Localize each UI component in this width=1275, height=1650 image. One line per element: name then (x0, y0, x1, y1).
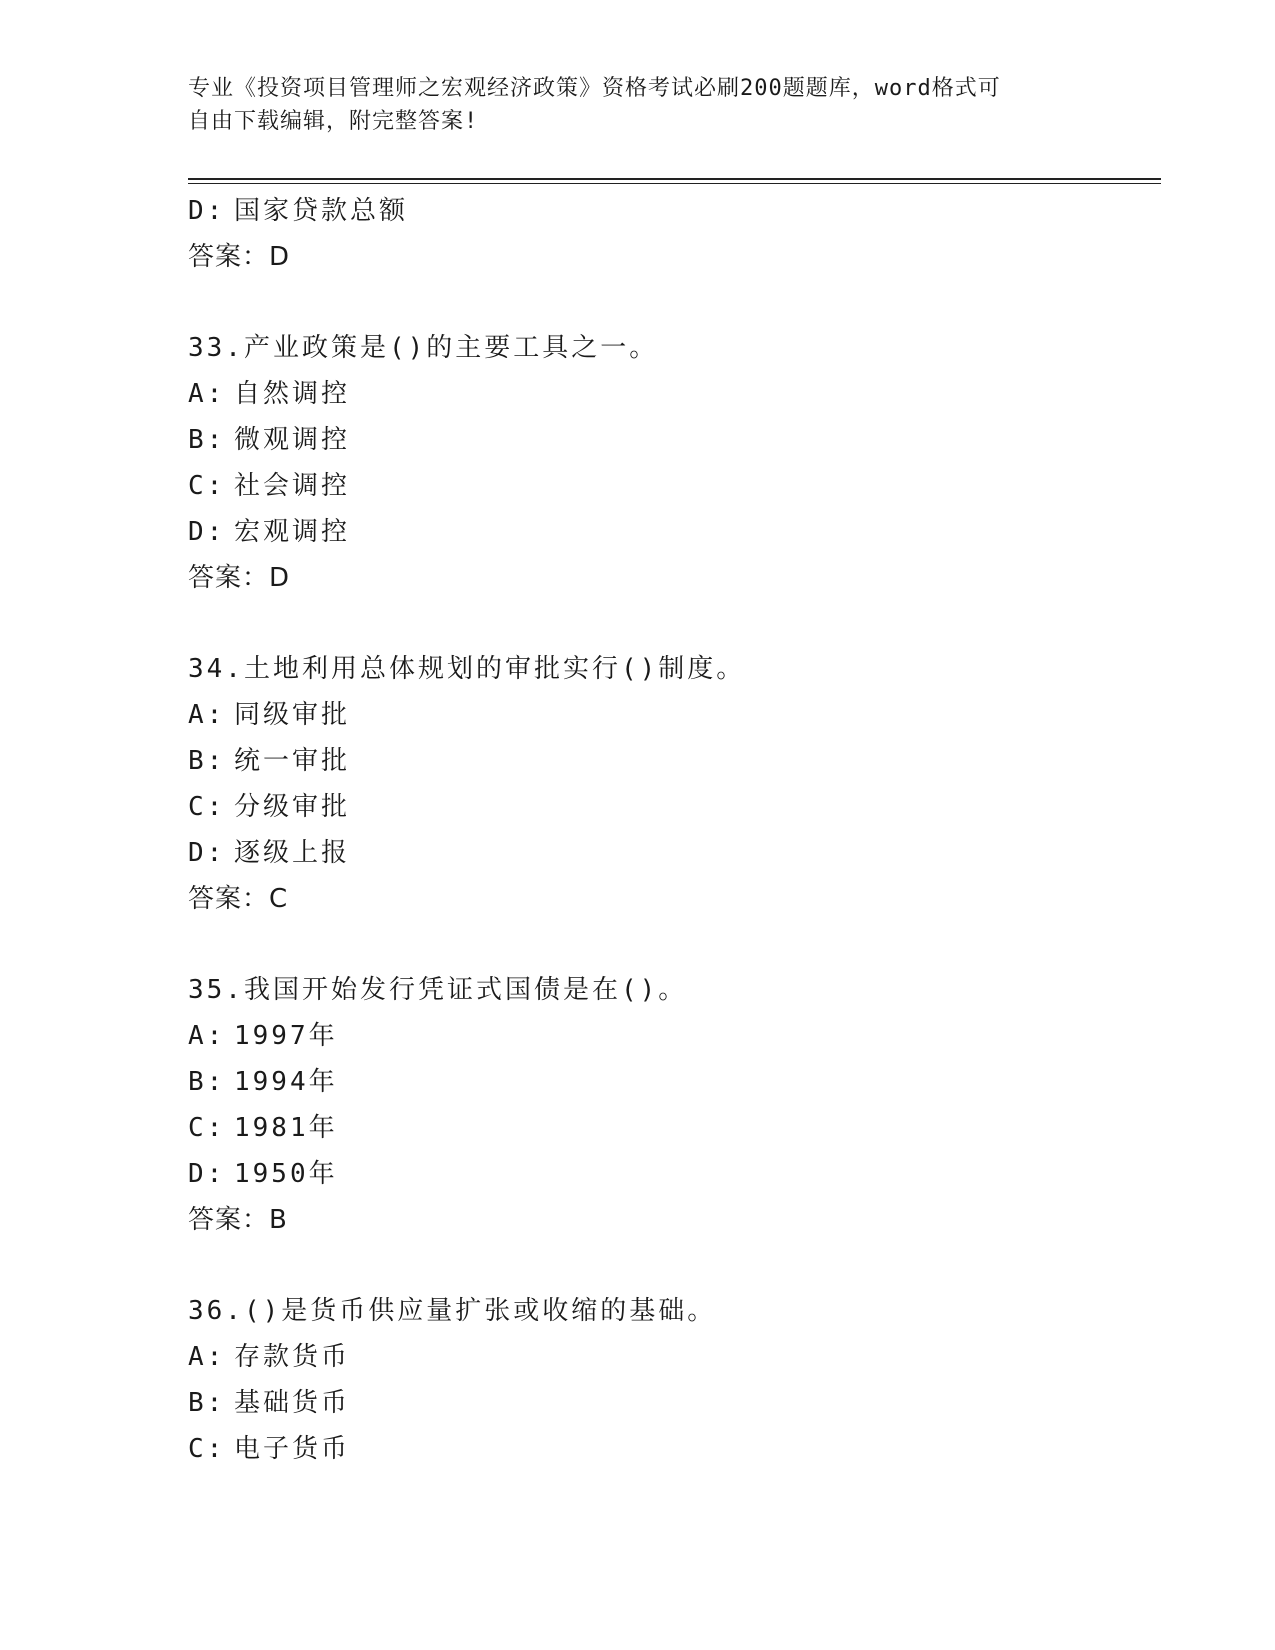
option-b (188, 1380, 1148, 1426)
option-letter: A: (188, 379, 226, 409)
option-text: 1981年 (234, 1113, 338, 1143)
option-a (188, 692, 1148, 738)
option-letter: D: (188, 196, 226, 226)
option-a (188, 1334, 1148, 1380)
document-header (188, 72, 1088, 138)
option-text: 1994年 (234, 1067, 338, 1097)
header-title-line1: 专业《投资项目管理师之宏观经济政策》资格考试必刷200题题库，word格式可 (188, 76, 1001, 101)
option-c (188, 1426, 1148, 1472)
option-text: 宏观调控 (234, 517, 351, 547)
option-text: 统一审批 (234, 746, 351, 776)
answer-line: 答案：C (188, 884, 289, 914)
option-letter: A: (188, 700, 226, 730)
option-letter: C: (188, 792, 226, 822)
question-stem: 36.()是货币供应量扩张或收缩的基础。 (188, 1296, 717, 1326)
answer-line: 答案：D (188, 242, 291, 272)
option-letter: D: (188, 838, 226, 868)
option-letter: D: (188, 517, 226, 547)
option-d (188, 1151, 1148, 1197)
option-letter: B: (188, 425, 226, 455)
option-a (188, 371, 1148, 417)
question-34 (188, 646, 1148, 922)
option-letter: B: (188, 746, 226, 776)
question-36 (188, 1288, 1148, 1472)
option-d (188, 830, 1148, 876)
option-a (188, 1013, 1148, 1059)
option-letter: B: (188, 1067, 226, 1097)
question-32-tail (188, 188, 1148, 280)
option-letter: C: (188, 471, 226, 501)
option-text: 电子货币 (234, 1434, 351, 1464)
question-stem: 34.土地利用总体规划的审批实行()制度。 (188, 654, 746, 684)
option-d (188, 509, 1148, 555)
option-text: 1997年 (234, 1021, 338, 1051)
option-text: 自然调控 (234, 379, 351, 409)
option-c (188, 784, 1148, 830)
option-text: 基础货币 (234, 1388, 351, 1418)
option-b (188, 417, 1148, 463)
option-letter: C: (188, 1434, 226, 1464)
question-35 (188, 967, 1148, 1243)
option-b (188, 738, 1148, 784)
answer-line: 答案：D (188, 563, 291, 593)
option-text: 国家贷款总额 (234, 196, 409, 226)
option-d (188, 188, 1148, 234)
option-letter: D: (188, 1159, 226, 1189)
option-text: 同级审批 (234, 700, 351, 730)
header-title-line2: 自由下载编辑，附完整答案! (188, 109, 479, 134)
option-letter: A: (188, 1021, 226, 1051)
question-stem: 35.我国开始发行凭证式国债是在()。 (188, 975, 688, 1005)
question-list (188, 188, 1148, 1472)
header-divider-thick (188, 178, 1161, 180)
option-text: 存款货币 (234, 1342, 351, 1372)
option-text: 微观调控 (234, 425, 351, 455)
option-letter: B: (188, 1388, 226, 1418)
answer-line: 答案：B (188, 1205, 288, 1235)
option-c (188, 1105, 1148, 1151)
option-b (188, 1059, 1148, 1105)
option-letter: C: (188, 1113, 226, 1143)
question-33 (188, 325, 1148, 601)
question-stem: 33.产业政策是()的主要工具之一。 (188, 333, 659, 363)
option-text: 分级审批 (234, 792, 351, 822)
option-text: 社会调控 (234, 471, 351, 501)
option-letter: A: (188, 1342, 226, 1372)
option-text: 1950年 (234, 1159, 338, 1189)
option-c (188, 463, 1148, 509)
header-divider-thin (188, 183, 1161, 184)
option-text: 逐级上报 (234, 838, 351, 868)
